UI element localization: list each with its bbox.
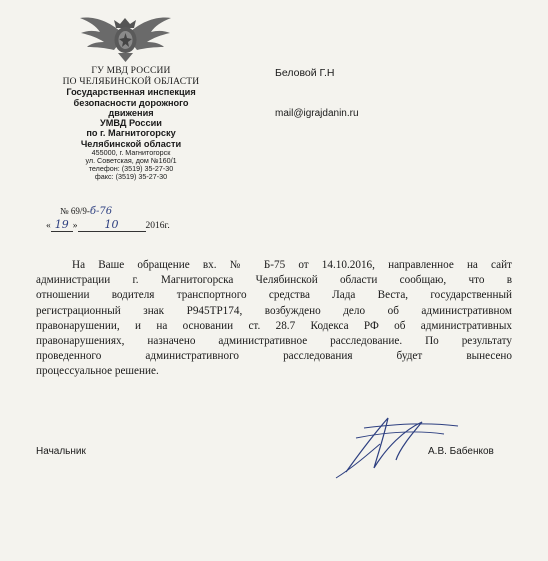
date-quote-close: » [72,221,78,231]
sender-line: ПО ЧЕЛЯБИНСКОЙ ОБЛАСТИ [62,76,200,87]
outgoing-number-prefix: № 69/9- [60,206,90,216]
body-line: правонарушении, и на основании ст. 28.7 Кодекса РФ об административных [36,319,512,332]
recipient-email: mail@igrajdanin.ru [275,108,359,119]
sender-line: движения [108,107,154,118]
sender-line: безопасности дорожного [73,97,189,108]
body-line: правонарушениях, назначено административное расследование. По результату [36,335,512,348]
outgoing-date [46,218,170,232]
body-line: проведенного административного расследования будет вынесено [36,350,512,363]
sender-line: УМВД России [100,118,162,129]
date-quote-open: « [46,221,51,231]
sender-line: Государственная инспекция [66,87,196,98]
date-year: 2016г. [145,221,170,231]
signoff-position: Начальник [36,446,86,457]
sender-line: факс: (3519) 35-27-30 [94,172,168,182]
body-line: На Ваше обращение вх. № Б-75 от 14.10.2016, направленное на сайт [72,259,512,271]
handwritten-signature [326,408,466,480]
outgoing-number-handwritten: б-76 [89,206,113,217]
body-line: отношении водителя транспортного средства Лада Веста, государственный [36,289,512,302]
sender-line: Челябинской области [80,138,182,149]
body-line: регистрационный знак Р945ТР174, возбуждено дело об административном [36,304,512,317]
sender-line: 455000, г. Магнитогорск [91,148,171,158]
date-month: 10 [78,218,146,232]
outgoing-number [60,206,112,217]
date-day: 19 [51,218,73,232]
recipient-name: Беловой Г.Н [275,67,335,79]
sender-line: ГУ МВД РОССИИ [91,66,171,76]
sender-line: ул. Советская, дом №160/1 [85,156,177,166]
letter-body [36,258,512,380]
police-emblem-icon [78,6,173,64]
sender-line: телефон: (3519) 35-27-30 [88,164,174,174]
body-line: процессуальное решение. [36,365,159,378]
signoff-name: А.В. Бабенков [428,446,494,457]
sender-block [36,66,226,181]
sender-line: по г. Магнитогорску [86,128,176,139]
body-line: администрации г. Магнитогорска Челябинской области сообщаю, что в [36,274,512,287]
